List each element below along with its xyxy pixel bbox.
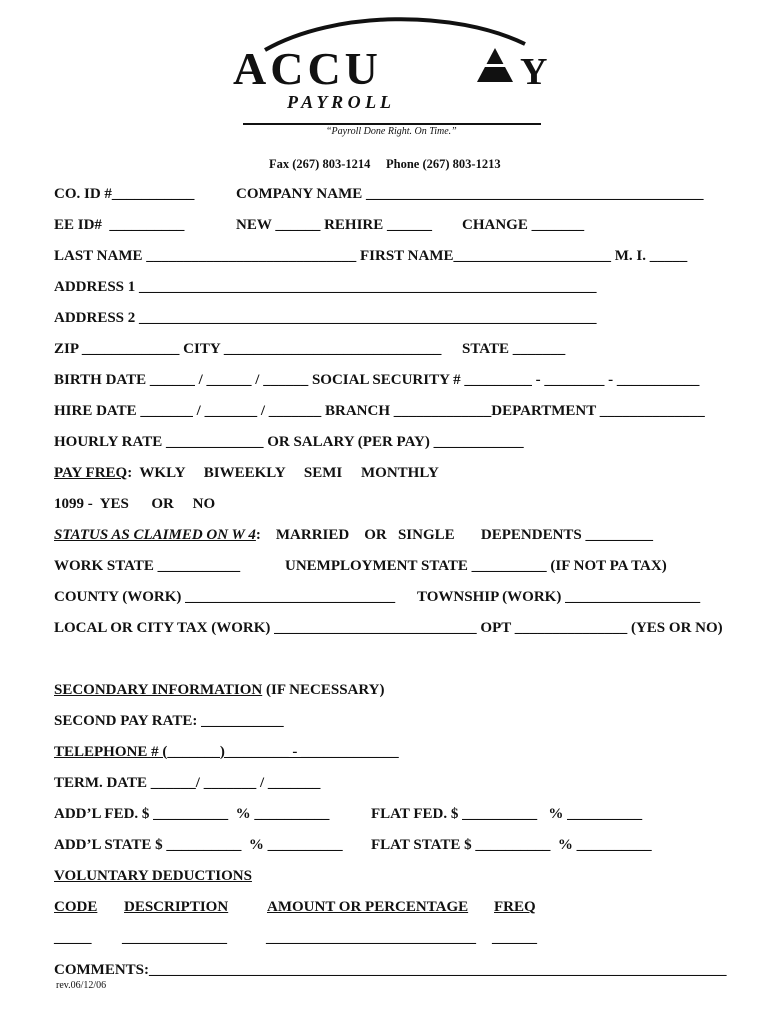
name-field[interactable]: LAST NAME ____________________________ FIRST NAME_____________________ M. I. _____ (54, 248, 688, 264)
hourly-rate-field[interactable]: HOURLY RATE _____________ OR SALARY (PER PAY) ____________ (54, 434, 524, 450)
col-code: CODE (54, 899, 98, 915)
work-state-field[interactable]: WORK STATE ___________ (54, 558, 241, 574)
term-date-field[interactable]: TERM. DATE ______/ _______ / _______ (54, 775, 321, 791)
local-tax-field[interactable]: LOCAL OR CITY TAX (WORK) ___________________________ OPT _______________ (YES OR NO) (54, 620, 723, 636)
ee-id-field[interactable]: EE ID# __________ (54, 217, 185, 233)
payroll-subtitle: P A Y R O L L (287, 92, 392, 112)
address2-field[interactable]: ADDRESS 2 _____________________________________________________________ (54, 310, 597, 326)
flat-fed-field[interactable]: FLAT FED. $ __________ % __________ (371, 806, 643, 822)
county-field[interactable]: COUNTY (WORK) ____________________________ (54, 589, 396, 605)
col-freq: FREQ (494, 899, 536, 915)
birth-date-field[interactable]: BIRTH DATE ______ / ______ / ______ SOCIAL SECURITY # _________ - ________ - ___________ (54, 372, 700, 388)
co-id-field[interactable]: CO. ID #___________ (54, 186, 195, 202)
status-options[interactable]: : MARRIED OR SINGLE DEPENDENTS _________ (255, 527, 654, 543)
addl-state-field[interactable]: ADD’L STATE $ __________ % __________ (54, 837, 343, 853)
blank-description[interactable]: ______________ (122, 930, 227, 946)
option-1099[interactable]: 1099 - YES OR NO (54, 496, 216, 512)
blank-freq[interactable]: ______ (492, 930, 537, 946)
comments-field[interactable]: COMMENTS:_____________________________________________________________________________ (54, 962, 727, 978)
tagline: “Payroll Done Right. On Time.” (326, 126, 457, 137)
second-pay-rate-field[interactable]: SECOND PAY RATE: ___________ (54, 713, 284, 729)
hire-date-field[interactable]: HIRE DATE _______ / _______ / _______ BRANCH _____________DEPARTMENT ______________ (54, 403, 705, 419)
secondary-info-heading: SECONDARY INFORMATION (IF NECESSARY) (54, 682, 385, 698)
change-field[interactable]: CHANGE _______ (462, 217, 585, 233)
new-rehire-field[interactable]: NEW ______ REHIRE ______ (236, 217, 432, 233)
blank-code[interactable]: _____ (54, 930, 92, 946)
state-field[interactable]: STATE _______ (462, 341, 566, 357)
contact-info: Fax (267) 803-1214 Phone (267) 803-1213 (269, 157, 501, 171)
status-label: STATUS AS CLAIMED ON W 4 (54, 527, 256, 543)
logo-accu-text: ACCU (233, 43, 382, 94)
addl-fed-field[interactable]: ADD’L FED. $ __________ % __________ (54, 806, 330, 822)
zip-city-field[interactable]: ZIP _____________ CITY _____________________________ (54, 341, 442, 357)
unemployment-state-field[interactable]: UNEMPLOYMENT STATE __________ (IF NOT PA TAX) (285, 558, 667, 574)
pay-freq-row (54, 464, 439, 482)
col-description: DESCRIPTION (124, 899, 229, 915)
company-name-field[interactable]: COMPANY NAME _____________________________________________ (236, 186, 704, 202)
address1-field[interactable]: ADDRESS 1 _____________________________________________________________ (54, 279, 597, 295)
logo-y-text: Y (520, 51, 548, 93)
township-field[interactable]: TOWNSHIP (WORK) __________________ (417, 589, 701, 605)
flat-state-field[interactable]: FLAT STATE $ __________ % __________ (371, 837, 652, 853)
accupay-logo (225, 12, 555, 142)
status-row (54, 526, 653, 544)
telephone-field[interactable]: TELEPHONE # (_______) ________ - _____________ (54, 744, 399, 760)
blank-amount[interactable]: ____________________________ (266, 930, 476, 946)
pay-freq-label: PAY FREQ (54, 465, 128, 481)
col-amount: AMOUNT OR PERCENTAGE (267, 899, 469, 915)
revision-date: rev.06/12/06 (56, 980, 107, 991)
voluntary-deductions-heading: VOLUNTARY DEDUCTIONS (54, 868, 252, 884)
pay-freq-options[interactable]: : WKLY BIWEEKLY SEMI MONTHLY (127, 465, 439, 481)
